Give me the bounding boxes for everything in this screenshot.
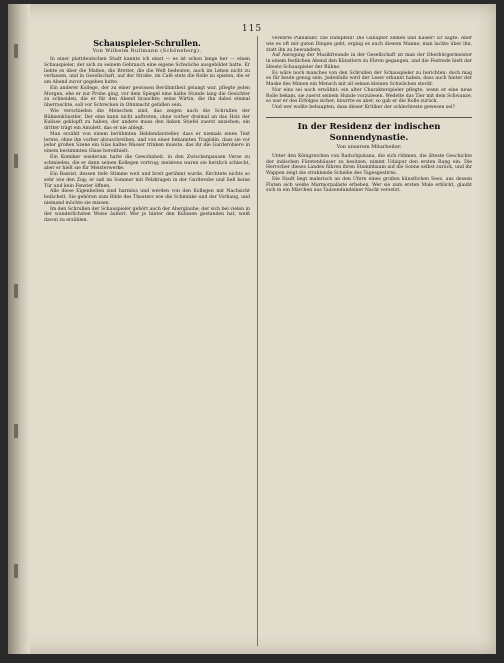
binding-stitch <box>14 564 18 578</box>
right-column <box>266 36 472 648</box>
article-paragraph: Es wäre noch manches von den Schrullen der Schauspieler zu berichten; doch mag es für heute genug sein. Jedenfalls wird der Leser erkannt haben, dass auch hinter der Maske des Mimen ein Mensch mit all seinen kleinen Schwächen steckt. <box>266 70 472 87</box>
page-number: 115 <box>241 24 263 34</box>
article-paragraph: Nur eins sei noch erwähnt: ein alter Charakterspieler pflegte, wenn er eine neue Rolle bekam, sie zuerst seinem Hunde vorzulesen. Wedelte das Tier mit dem Schwanze, so war er des Erfolges sicher; knurrte es aber, so gab er die Rolle zurück. <box>266 87 472 105</box>
article-paragraph: Die Stadt liegt malerisch an den Ufern eines großen künstlichen Sees, aus dessen Fluten sich weiße Marmorpaläste erheben. Wer sie zum ersten Male erblickt, glaubt sich in ein Märchen aus Tausendundeiner Nacht versetzt. <box>266 176 472 194</box>
article-paragraph: Im den Schrullen der Schauspieler gehört auch der Aberglaube, der sich bei vielen in der wunderlichsten Weise äußert. Wer je hinter den Kulissen gestanden hat, weiß davon zu erzählen. <box>44 206 250 223</box>
left-column <box>44 36 250 648</box>
article-paragraph: verehrte Publikum! Die Rumpfeln! Die Galläpfer ziehen und Kaiser! Er sagte: Aber wie es oft mit guten Dingen geht, erging es auch diesem Manne; man lachte über ihn, statt ihn zu bewundern. <box>266 36 472 53</box>
article-paragraph: Wie verschieden die Menschen sind, das zeigen auch die Schrullen der Bühnenkünstler. Der eine kann nicht auftreten, ohne vorher dreimal an das Holz der Kulisse geklopft zu haben; der andere muss den linken Stiefel zuerst anziehen; ein dritter trägt ein Amulett, das er nie ablegt. <box>44 108 250 131</box>
article-headline: In der Residenz der indischen Sonnendynastie. <box>266 117 472 144</box>
binding-stitch <box>14 424 18 438</box>
article-byline: Von unserem Mitarbeiter. <box>336 143 402 150</box>
article-paragraph: Unter den Königreichen von Radschputana, die sich rühmen, die älteste Geschichte der indischen Fürstenhäuser zu besitzen, nimmt Udaipur den ersten Rang ein. Die Herrscher dieses Landes führen ihren Stammbaum auf die Sonne selbst zurück, und ihr Wappen zeigt die strahlende Scheibe des Tagesgestirns. <box>266 153 472 176</box>
article-paragraph: Auf Anregung der Musikfreunde in der Gesellschaft ist man der Oberbürgermeister in einem festlichen Abend den Künstlern zu Ehren gegangen, und die Festrede hielt der älteste Schauspieler der Bühne. <box>266 53 472 70</box>
page-binding-gutter <box>8 4 30 654</box>
article-headline: Schauspieler-Schrullen. <box>93 38 201 48</box>
article-paragraph: Ein anderer Kollege, der zu einer gewissen Berühmtheit gelangt war, pflegte jeden Morgen, ehe er zur Probe ging, vor dem Spiegel eine halbe Stunde lang die Gesichter zu schneiden, die er für den Abend brauchte; seine Wirtin, die ihn dabei einmal überraschte, soll vor Schrecken in Ohnmacht gefallen sein. <box>44 85 250 108</box>
article-byline: Von Wilhelm Rullmann (Schöneberg). <box>92 48 202 54</box>
newspaper-page <box>8 4 496 654</box>
article-paragraph: In einer plattdeutschen Stadt kannte ich einst — es ist schon lange her — einen Schauspieler, der sich zu seinem Gebrauch eine eigene Schwäche ausgebildet hatte. Er liebte es über die Maßen, die Bretter, die die Welt bedeuten, auch im Leben nicht zu verlassen, und in Gesellschaft, auf der Straße, im Café stets die Rolle zu spielen, die er am Abend zuvor gegeben hatte. <box>44 57 250 85</box>
article-paragraph: Alle diese Eigenheiten sind harmlos und werden von den Kollegen mit Nachsicht belächelt. Sie gehören zum Bilde des Theaters wie die Schminke und der Vorhang, und niemand möchte sie missen. <box>44 189 250 206</box>
binding-stitch <box>14 44 18 58</box>
article-paragraph: Ein Bassist, dessen tiefe Stimme weit und breit gerühmt wurde, fürchtete nichts so sehr wie den Zug; er saß im Sommer mit Pelzkragen in der Garderobe und ließ keine Tür und kein Fenster öffnen. <box>44 172 250 189</box>
binding-stitch <box>14 284 18 298</box>
article-paragraph: Man erzählt von einem berühmten Heldendarsteller, dass er niemals einen Text lernte, ohne ihn vorher abzuschreiben, und von einer bekannten Tragödin, dass sie vor jeder großen Szene ein Glas kaltes Wasser trinken musste, das ihr die Garderobiere in einem bestimmten Glase bereithielt. <box>44 131 250 154</box>
column-divider <box>257 36 258 646</box>
article-paragraph: Und wer wollte behaupten, dass dieser Kritiker der schlechteste gewesen sei? <box>272 105 455 110</box>
binding-stitch <box>14 154 18 168</box>
article-paragraph: Ein Komiker wiederum hatte die Gewohnheit, in den Zwischenpausen Verse zu schmieden, die er dann seinen Kollegen vortrug; meistens waren sie herzlich schlecht, aber er hielt sie für Meisterwerke. <box>44 154 250 172</box>
